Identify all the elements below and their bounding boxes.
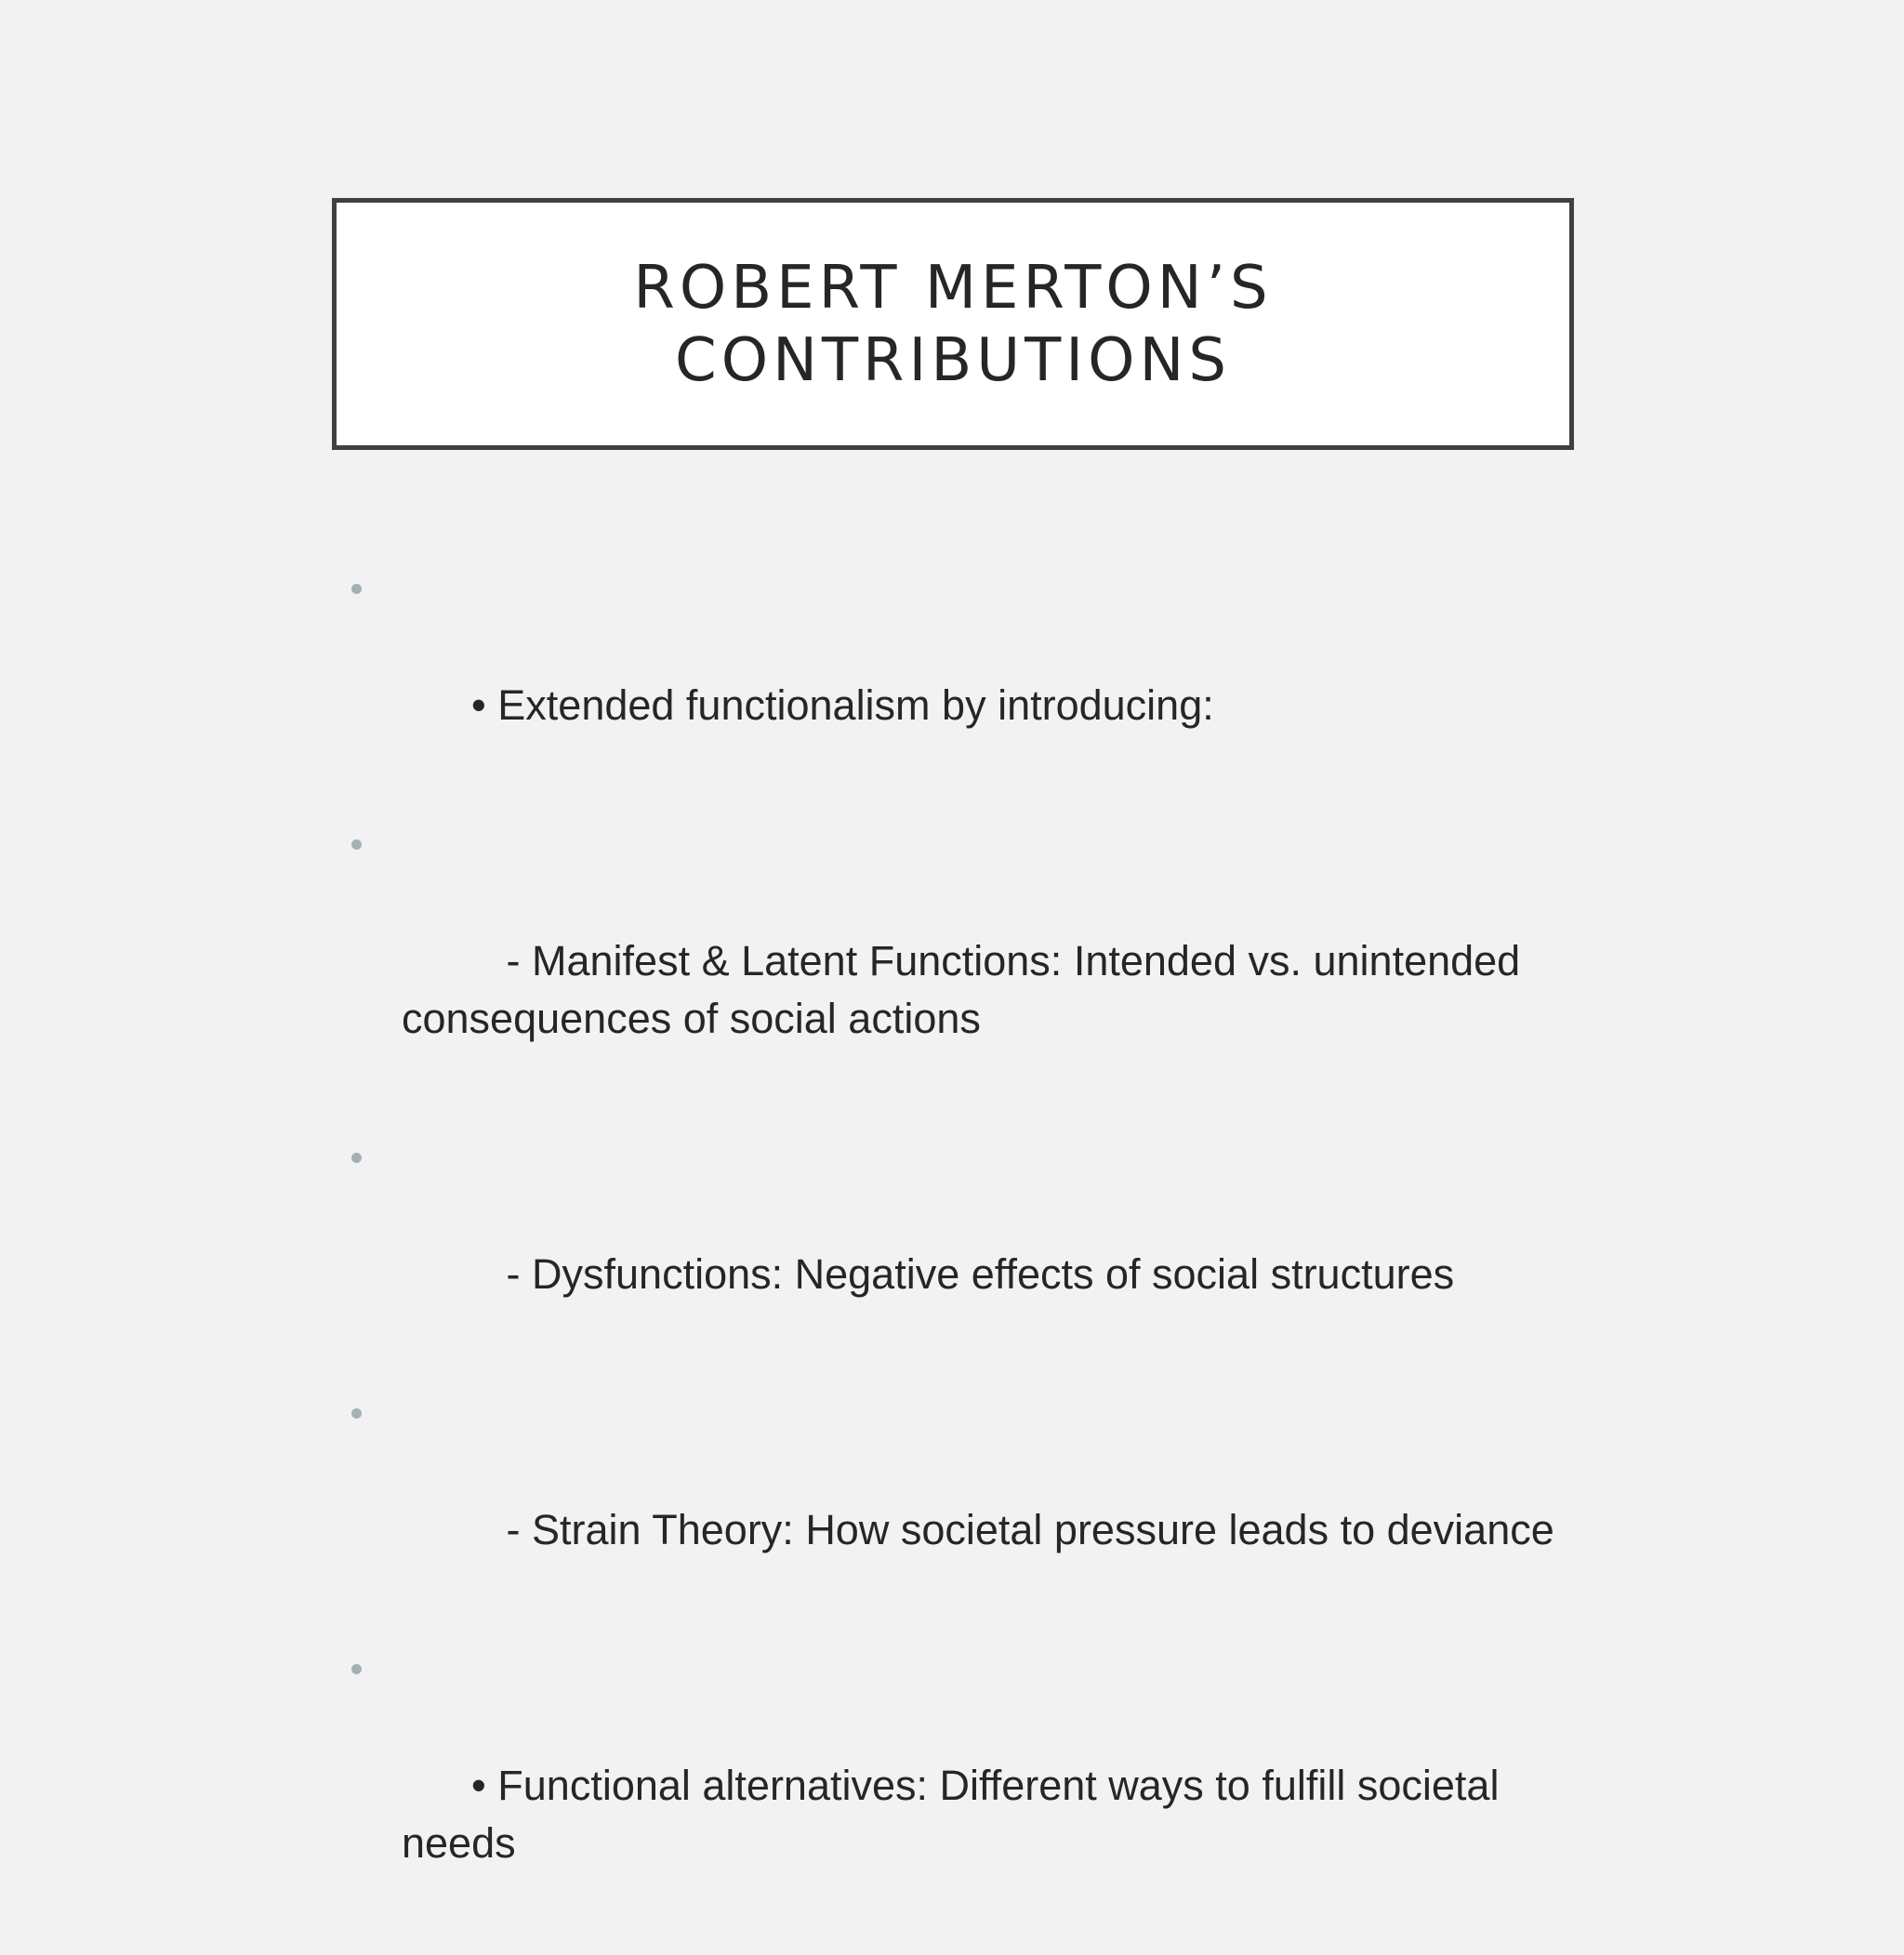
bullet-list <box>351 561 1579 1955</box>
bullet-item <box>351 817 1579 1105</box>
bullet-item <box>351 1642 1579 1930</box>
bullet-dot-icon <box>351 1664 362 1674</box>
bullet-item <box>351 1130 1579 1361</box>
bullet-dot-icon <box>351 584 362 594</box>
title-box <box>332 198 1574 450</box>
bullet-text: - Manifest & Latent Functions: Intended vs. unintended consequences of social actions <box>402 937 1532 1042</box>
bullet-text: • Extended functionalism by introducing: <box>471 681 1214 729</box>
bullet-dot-icon <box>351 839 362 850</box>
bullet-dot-icon <box>351 1153 362 1163</box>
bullet-text: - Strain Theory: How societal pressure leads to deviance <box>471 1506 1554 1553</box>
bullet-text: - Dysfunctions: Negative effects of social structures <box>471 1250 1455 1298</box>
bullet-item <box>351 1386 1579 1617</box>
bullet-dot-icon <box>351 1408 362 1419</box>
bullet-item <box>351 561 1579 792</box>
bullet-text: • Functional alternatives: Different ways to fulfill societal needs <box>402 1762 1511 1867</box>
slide-title: ROBERT MERTON’S CONTRIBUTIONS <box>633 253 1273 395</box>
